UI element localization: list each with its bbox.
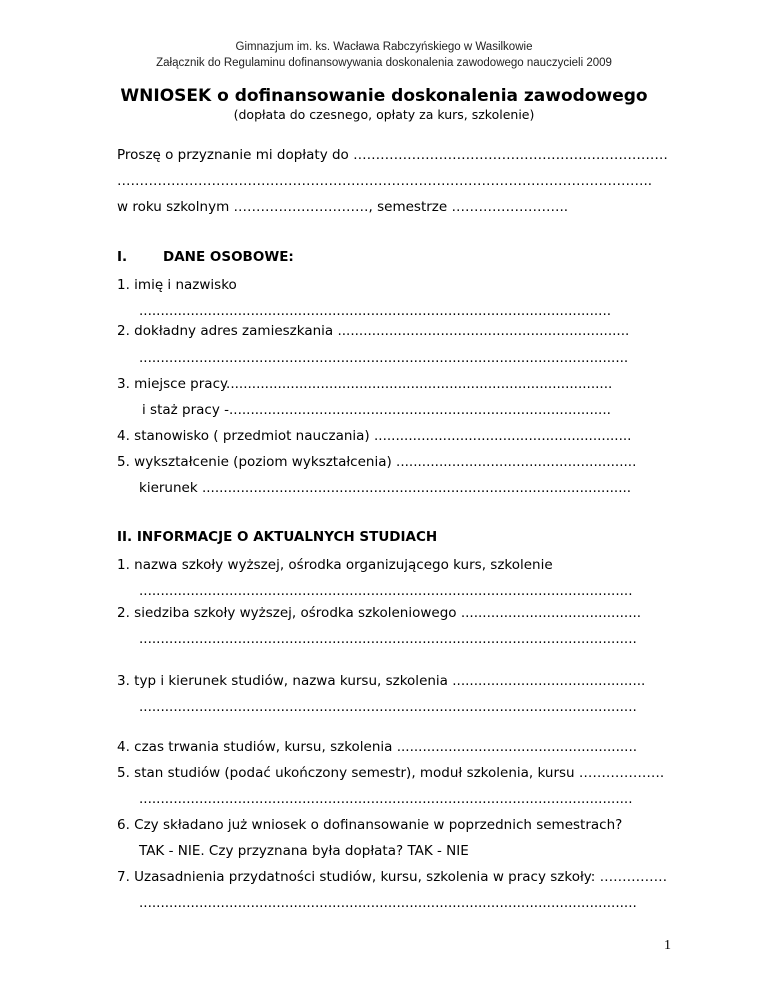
field-university-name-line: ................................................................................................................... [139,583,633,599]
intro-line-blank: ……………………………………………………………………………………………………….. [117,173,653,189]
field-yes-no: TAK - NIE. Czy przyznana była dopłata? TAK - NIE [139,843,469,859]
document-subtitle: (dopłata do czesnego, opłaty za kurs, szkolenie) [233,107,535,122]
intro-line-request: Proszę o przyznanie mi dopłaty do …………………………………………….……………… [117,147,668,163]
field-university-seat-line: .................................................................................................................... [139,631,637,647]
field-position: 4. stanowisko ( przedmiot nauczania) ............................................................ [117,428,632,444]
field-study-type-line: .................................................................................................................... [139,699,637,715]
field-study-status: 5. stan studiów (podać ukończony semestr), moduł szkolenia, kursu ………………. [117,765,665,781]
field-study-status-line: ................................................................................................................... [139,791,633,807]
header-line-attachment: Załącznik do Regulaminu dofinansowywania doskonalenia zawodowego nauczycieli 2009 [156,57,612,69]
header-line-school: Gimnazjum im. ks. Wacława Rabczyńskiego w Wasilkowie [235,41,533,53]
field-address: 2. dokładny adres zamieszkania .................................................................... [117,323,630,339]
field-major: kierunek .................................................................................................... [139,480,632,496]
field-education: 5. wykształcenie (poziom wykształcenia) ........................................................ [117,454,637,470]
section1-roman: I. [117,249,128,265]
field-justification-line: .................................................................................................................... [139,895,637,911]
field-university-seat: 2. siedziba szkoły wyższej, ośrodka szkoleniowego .......................................... [117,605,642,621]
field-university-name: 1. nazwa szkoły wyższej, ośrodka organizującego kurs, szkolenie [117,557,553,573]
section1-title: DANE OSOBOWE: [163,249,294,265]
field-previous-application: 6. Czy składano już wniosek o dofinansowanie w poprzednich semestrach? [117,817,623,833]
page-number: 1 [664,938,671,953]
document-title: WNIOSEK o dofinansowanie doskonalenia zawodowego [120,86,648,106]
section2-title: II. INFORMACJE O AKTUALNYCH STUDIACH [117,529,438,545]
intro-line-school-year: w roku szkolnym …………………………, semestrze …………………….. [117,199,569,215]
field-seniority: i staż pracy -......................................................................................... [142,402,611,418]
field-duration: 4. czas trwania studiów, kursu, szkolenia ........................................................ [117,739,638,755]
field-address-line: .................................................................................................................. [139,350,629,366]
field-name-label: 1. imię i nazwisko [117,277,237,293]
field-workplace: 3. miejsce pracy.......................................................................................... [117,376,613,392]
field-study-type: 3. typ i kierunek studiów, nazwa kursu, szkolenia ............................................. [117,673,646,689]
field-justification: 7. Uzasadnienia przydatności studiów, kursu, szkolenia w pracy szkoły: …………… [117,869,668,885]
field-name-line: .............................................................................................................. [139,303,612,319]
